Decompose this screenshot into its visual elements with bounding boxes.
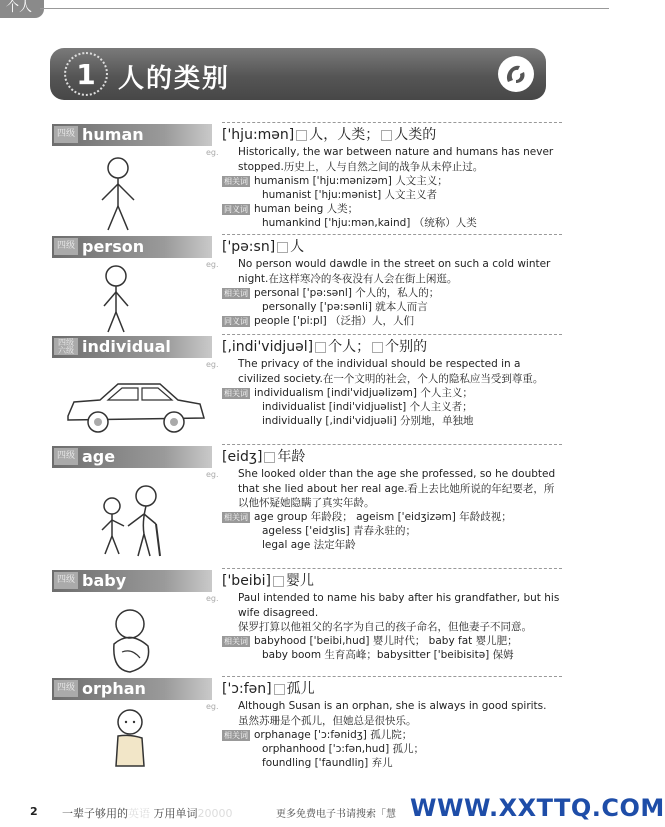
pos-noun: 个人； [328,339,371,355]
example-zh: 历史上，人与自然之间的战争从未停止过。 [283,161,484,173]
pos-adj: 人类的 [394,127,437,143]
synonym-tag: 同义词 [224,205,248,214]
headword: individual [82,337,171,356]
related-line: baby boom 生育高峰；babysitter ['beibisitə] 保姆 [262,649,514,661]
entry-head [52,236,212,258]
watermark: WWW.XXTTQ.COM [410,794,665,822]
related-line: individualism [indi'vidjuəlizəm] 个人主义； [254,387,473,399]
example-zh: 在这样寒冷的冬夜没有人会在街上闲逛。 [268,273,458,285]
level-badge: 四级 六级 [54,338,78,355]
page-number: 2 [30,805,38,818]
entry-content: ['beibi] 婴儿 eg. Paul intended to name his baby after his grandfather, but his wife disagreed. 保罗打算以他祖父的名字为自己的孩子命名，但他妻子不同意。 相关词 babyhood ['beibi,hud] 婴儿时代； baby fat 婴儿肥； baby boom 生育高峰；babysitter ['beibisitə] 保姆 [222,568,562,662]
synonym-line: people ['pi:pl] （泛指）人，人们 [254,315,415,327]
synonym-line: human being 人类； [254,203,359,215]
stick-figure-icon [86,262,146,336]
pos-noun: 年龄 [277,449,306,465]
related-line: age group 年龄段； ageism ['eidʒizəm] 年龄歧视； [254,511,512,523]
example-zh: 在一个文明的社会，个人的隐私应当受到尊重。 [322,373,544,385]
entry-content: [,indi'vidjuəl] 个人； 个别的 eg. The privacy of the individual should be respected in a civilized society.在一个文明的社会，个人的隐私应当受到尊重。 相关词 individualism [indi'vidjuəlizəm] 个人主义； individualist [indi'vidjuəlist] 个人主义者； individually [,indi'vidjuəli] 分别地，单独地 [222,334,562,428]
headword: human [82,125,144,144]
headword: person [82,237,145,256]
section-title: 人的类别 [118,64,231,94]
related-line: humanist ['hju:mənist] 人文主义者 [262,189,437,201]
car-icon [60,372,210,442]
related-line: individually [,indi'vidjuəli] 分别地，单独地 [262,415,474,427]
phonetic: ['beibi] [222,573,271,589]
pos-adj: 个别的 [385,339,428,355]
pos-noun: 人 [290,239,305,255]
entry-head [52,336,212,358]
chapter-tab: 个人 [0,0,44,18]
entry-content: [eidʒ] 年龄 eg. She looked older than the age she professed, so he doubted that she lied about her real age.看上去比她所说的年纪要老，所以他怀疑她隐瞒了真实年龄。 相关词 age group 年龄段； ageism ['eidʒizəm] 年龄歧视； ageless ['eidʒlis] 青春永驻的； legal age 法定年龄 [222,444,562,552]
entry-head [52,446,212,468]
phonetic: ['ɔ:fən] [222,681,272,697]
related-line: babyhood ['beibi,hud] 婴儿时代； baby fat 婴儿肥； [254,635,518,647]
example-zh: 看上去比她所说的年纪要老，所以他怀疑她隐瞒了真实年龄。 [238,483,555,509]
related-tag: 相关词 [224,513,248,522]
entry-head [52,570,212,592]
phonetic: ['pə:sn] [222,239,276,255]
phonetic: ['hju:mən] [222,127,295,143]
example-en: She looked older than the age she professed, so he doubted that she lied about her real age. [238,468,556,495]
pos-noun: 婴儿 [285,573,314,589]
related-line: ageless ['eidʒlis] 青春永驻的； [262,525,417,537]
baby-icon [104,600,164,676]
level-badge: 四级 [54,680,78,697]
synonym-tag: 同义词 [224,317,248,326]
level-badge: 四级 [54,572,78,589]
entry-content: ['hju:mən] 人，人类； 人类的 eg. Historically, the war between nature and humans has never stopped.历史上，人与自然之间的战争从未停止过。 相关词 humanism ['hju:mənizəm] 人文主义； humanist ['hju:mənist] 人文主义者 同义词 human being 人类； humankind ['hju:mən,kaind] （统称）人类 [222,122,562,230]
headword: age [82,447,116,466]
phonetic: [,indi'vidjuəl] [222,339,314,355]
related-line: orphanhood ['ɔ:fən,hud] 孤儿； [262,743,425,755]
brand-logo-icon [498,56,534,92]
elderly-and-child-icon [90,482,190,562]
related-tag: 相关词 [224,731,248,740]
related-line: personally ['pə:sənli] 就本人而言 [262,301,428,313]
section-banner [50,48,546,100]
example-en: Paul intended to name his baby after his grandfather, but his wife disagreed. [238,592,560,619]
headword: orphan [82,679,146,698]
related-line: legal age 法定年龄 [262,539,356,551]
orphan-child-icon [106,704,156,774]
example-en: Historically, the war between nature and humans has never stopped. [238,146,554,173]
synonym-line: humankind ['hju:mən,kaind] （统称）人类 [262,217,477,229]
page-footer [30,794,665,822]
related-line: orphanage ['ɔ:fənidʒ] 孤儿院； [254,729,413,741]
related-line: personal ['pə:sənl] 个人的，私人的； [254,287,440,299]
level-badge: 四级 [54,238,78,255]
related-tag: 相关词 [224,389,248,398]
example-en: Although Susan is an orphan, she is always in good spirits. [238,700,547,712]
level-badge: 四级 [54,126,78,143]
entry-content: ['ɔ:fən] 孤儿 eg. Although Susan is an orphan, she is always in good spirits. 虽然苏珊是个孤儿，但她总是很快乐。 相关词 orphanage ['ɔ:fənidʒ] 孤儿院； orphanhood ['ɔ:fən,hud] 孤儿； foundling ['faundliŋ] 弃儿 [222,676,562,770]
level-badge: 四级 [54,448,78,465]
phonetic: [eidʒ] [222,449,263,465]
related-line: humanism ['hju:mənizəm] 人文主义； [254,175,448,187]
section-number: 1 [64,52,108,96]
related-tag: 相关词 [224,177,248,186]
pos-noun: 人，人类； [309,127,380,143]
entry-head [52,678,212,700]
top-rule [40,8,609,9]
related-tag: 相关词 [224,637,248,646]
stick-figure-icon [88,154,148,234]
example-zh: 保罗打算以他祖父的名字为自己的孩子命名，但他妻子不同意。 [238,621,532,633]
entry-content: ['pə:sn] 人 eg. No person would dawdle in the street on such a cold winter night.在这样寒冷的冬夜没有人会在街上闲逛。 相关词 personal ['pə:sənl] 个人的，私人的； personally ['pə:sənli] 就本人而言 同义词 people ['pi:pl] （泛指）人，人们 [222,234,562,328]
entry-head [52,124,212,146]
top-bar [0,0,609,18]
promo-text: 更多免费电子书请搜索「慧 [276,809,396,820]
book-title: 一辈子够用的英语 万用单词20000 [62,807,233,820]
related-line: foundling ['faundliŋ] 弃儿 [262,757,393,769]
example-zh: 虽然苏珊是个孤儿，但她总是很快乐。 [238,715,417,727]
related-tag: 相关词 [224,289,248,298]
example-en: No person would dawdle in the street on such a cold winter night. [238,258,551,285]
example-en: The privacy of the individual should be respected in a civilized society. [238,358,521,385]
related-line: individualist [indi'vidjuəlist] 个人主义者； [262,401,473,413]
pos-noun: 孤儿 [286,681,315,697]
headword: baby [82,571,127,590]
